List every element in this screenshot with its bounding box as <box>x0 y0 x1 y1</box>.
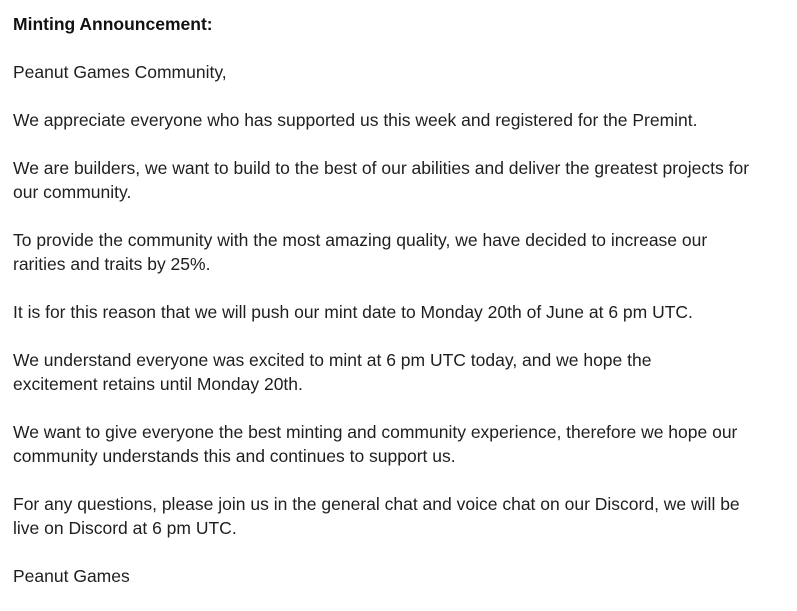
paragraph-questions: For any questions, please join us in the general chat and voice chat on our Discord, we will be live on Discord at 6 pm UTC. <box>13 494 740 538</box>
paragraph-mint-date: It is for this reason that we will push our mint date to Monday 20th of June at 6 pm UTC. <box>13 302 693 322</box>
announcement-heading: Minting Announcement: <box>13 14 213 34</box>
salutation: Peanut Games Community, <box>13 62 227 82</box>
paragraph-builders: We are builders, we want to build to the best of our abilities and deliver the greatest projects for our community. <box>13 158 750 202</box>
signature: Peanut Games <box>13 566 130 586</box>
paragraph-appreciation: We appreciate everyone who has supported us this week and registered for the Premint. <box>13 110 698 130</box>
paragraph-excitement: We understand everyone was excited to mint at 6 pm UTC today, and we hope the excitement retains until Monday 20th. <box>13 350 652 394</box>
paragraph-quality: To provide the community with the most amazing quality, we have decided to increase our rarities and traits by 25%. <box>13 230 708 274</box>
paragraph-experience: We want to give everyone the best minting and community experience, therefore we hope our community understands this and continues to support us. <box>13 422 738 466</box>
